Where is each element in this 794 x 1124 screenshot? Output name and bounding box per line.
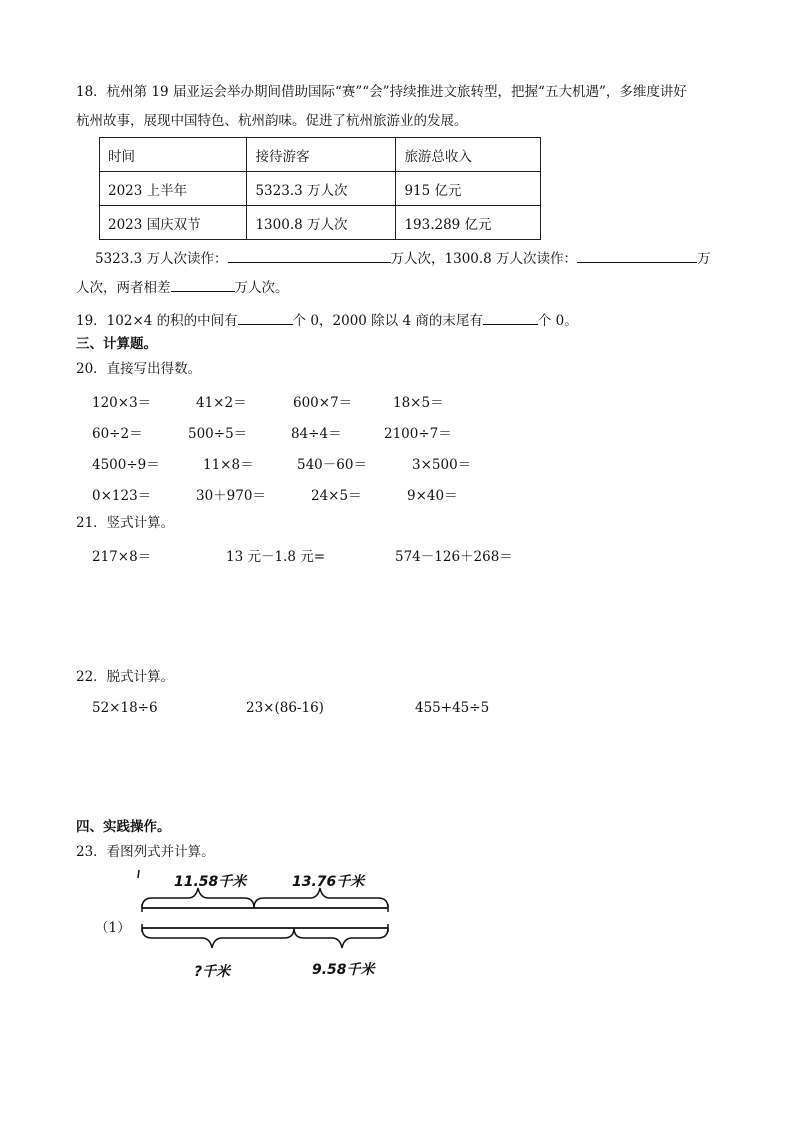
oral-problem: 60÷2＝ — [92, 426, 143, 442]
oral-problem: 84÷4＝ — [291, 426, 342, 442]
oral-problem: 0×123＝ — [92, 488, 152, 504]
oral-problem: 18×5＝ — [393, 395, 444, 411]
top-left-label: 11.58千米 — [174, 874, 247, 890]
bottom-left-label: ?千米 — [194, 964, 231, 980]
oral-problem: 600×7＝ — [293, 395, 353, 411]
oral-problem: 120×3＝ — [92, 395, 152, 411]
q23-title: 23．看图列式并计算。 — [76, 844, 215, 860]
vertical-problem: 13 元－1.8 元= — [226, 549, 326, 565]
oral-problem: 4500÷9＝ — [92, 457, 160, 473]
bottom-left-brace — [142, 928, 294, 948]
answer-blank[interactable] — [171, 277, 235, 292]
bottom-right-brace — [294, 928, 388, 948]
oral-problem: 9×40＝ — [407, 488, 458, 504]
table-cell: 2023 国庆双节 — [100, 206, 247, 240]
table-cell: 1300.8 万人次 — [247, 206, 396, 240]
q18-line2: 杭州故事，展现中国特色、杭州韵味。促进了杭州旅游业的发展。 — [76, 113, 468, 129]
answer-blank[interactable] — [483, 310, 538, 325]
stepwise-problem: 52×18÷6 — [92, 700, 158, 716]
tourism-table — [99, 137, 541, 240]
vertical-problem: 574－126＋268＝ — [395, 549, 513, 565]
oral-problem: 3×500＝ — [412, 457, 472, 473]
oral-problem: 41×2＝ — [196, 395, 247, 411]
oral-problem: 11×8＝ — [203, 457, 254, 473]
q19-text: 个 0。 — [537, 313, 578, 329]
section-heading: 四、实践操作。 — [76, 819, 171, 835]
vertical-problem: 217×8＝ — [92, 549, 152, 565]
q19-text: 19．102×4 的积的中间有 — [76, 313, 238, 329]
q23-label: （1） — [95, 920, 131, 936]
q18-line1: 18．杭州第 19 届亚运会举办期间借助国际“赛”“会”持续推进文旅转型，把握“五大机遇”，多维度讲好 — [76, 84, 687, 100]
oral-problem: 30＋970＝ — [196, 488, 266, 504]
table-cell: 915 亿元 — [396, 172, 541, 206]
oral-problem: 500÷5＝ — [188, 426, 248, 442]
oral-problem: 540－60＝ — [297, 457, 367, 473]
oral-problem: 24×5＝ — [311, 488, 362, 504]
stepwise-problem: 23×(86-16) — [246, 700, 324, 716]
top-right-brace — [254, 888, 388, 908]
segment-diagram — [130, 866, 400, 986]
table-cell: 193.289 亿元 — [396, 206, 541, 240]
q22-title: 22．脱式计算。 — [76, 669, 175, 685]
q18-fill-line2 — [76, 277, 289, 297]
answer-blank[interactable] — [238, 310, 293, 325]
table-cell: 5323.3 万人次 — [247, 172, 396, 206]
section-heading: 三、计算题。 — [76, 336, 157, 352]
table-row — [100, 172, 541, 206]
oral-problem: 2100÷7＝ — [384, 426, 452, 442]
q18-fill-text: 万 — [697, 251, 711, 267]
q20-title: 20．直接写出得数。 — [76, 361, 202, 377]
q21-title: 21．竖式计算。 — [76, 515, 175, 531]
table-header-cell: 接待游客 — [247, 138, 396, 172]
table-row — [100, 206, 541, 240]
answer-blank[interactable] — [228, 248, 391, 263]
table-header-cell: 时间 — [100, 138, 247, 172]
answer-blank[interactable] — [577, 248, 697, 263]
stepwise-problem: 455+45÷5 — [415, 700, 490, 716]
top-right-label: 13.76千米 — [292, 874, 365, 890]
table-header-cell: 旅游总收入 — [396, 138, 541, 172]
q18-fill-text: 人次，两者相差 — [76, 280, 171, 296]
q18-fill-line1 — [95, 248, 711, 268]
q18-fill-text: 5323.3 万人次读作： — [95, 251, 228, 267]
q19-line — [76, 310, 578, 330]
q18-fill-text: 万人次，1300.8 万人次读作： — [390, 251, 578, 267]
q19-text: 个 0，2000 除以 4 商的末尾有 — [292, 313, 483, 329]
top-left-brace — [142, 888, 254, 908]
scan-mark — [138, 870, 139, 878]
bottom-right-label: 9.58千米 — [312, 962, 375, 978]
table-cell: 2023 上半年 — [100, 172, 247, 206]
table-header-row — [100, 138, 541, 172]
q18-fill-text: 万人次。 — [234, 280, 289, 296]
